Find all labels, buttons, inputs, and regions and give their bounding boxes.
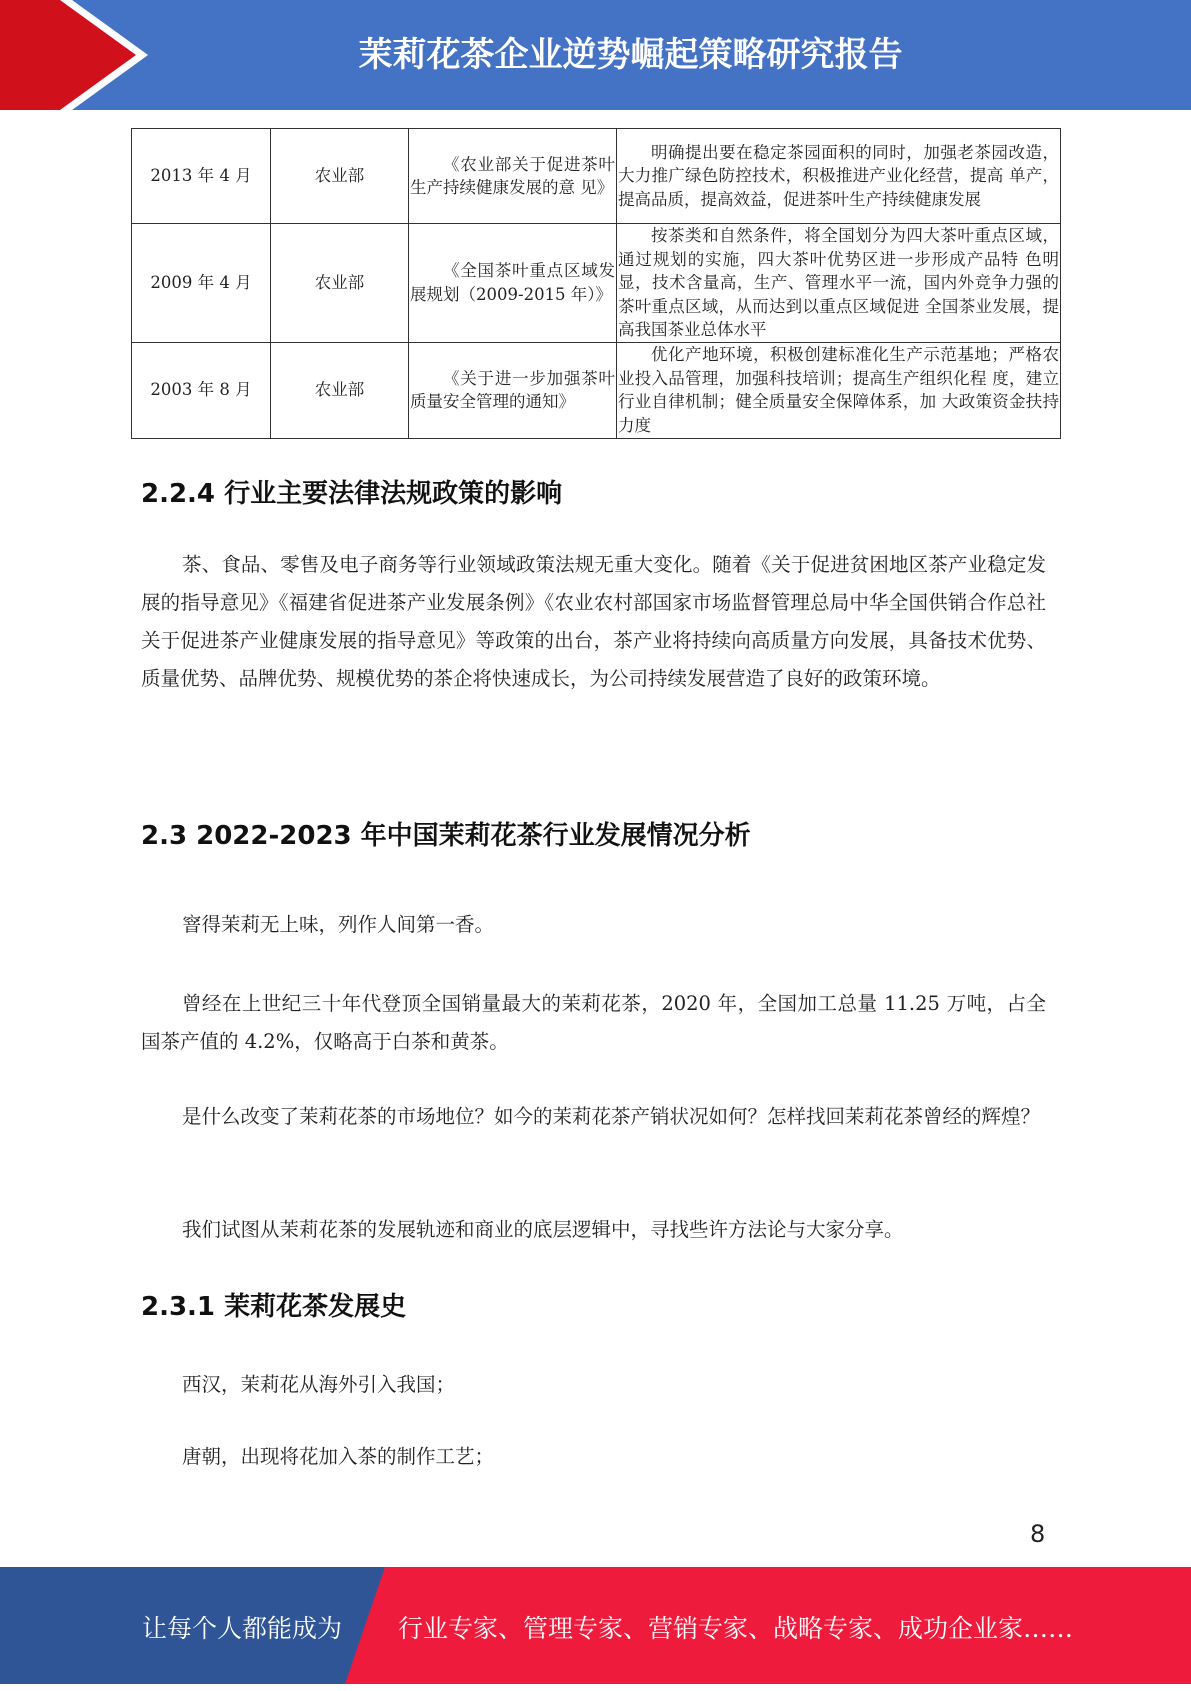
cell-description: 明确提出要在稳定茶园面积的同时，加强老茶园改造， 大力推广绿色防控技术，积极推进产业化经营，提高 单产，提高品质，提高效益，促进茶叶生产持续健康发展 — [617, 129, 1061, 224]
paragraph: 我们试图从茉莉花茶的发展轨迹和商业的底层逻辑中，寻找些许方法论与大家分享。 — [181, 1218, 904, 1241]
section-heading-2-3-1: 2.3.1 茉莉花茶发展史 — [141, 1292, 407, 1322]
cell-date: 2003 年 8 月 — [132, 342, 271, 438]
cell-date: 2009 年 4 月 — [132, 224, 271, 343]
paragraph: 是什么改变了茉莉花茶的市场地位？如今的茉莉花茶产销状况如何？怎样找回茉莉花茶曾经的辉煌？ — [181, 1105, 1040, 1128]
policy-table — [131, 128, 1061, 439]
table-row — [132, 129, 1061, 224]
page-number: 8 — [1030, 1520, 1046, 1548]
section-heading-2-2-4: 2.2.4 行业主要法律法规政策的影响 — [141, 479, 563, 509]
cell-date: 2013 年 4 月 — [132, 129, 271, 224]
paragraph: 曾经在上世纪三十年代登顶全国销量最大的茉莉花茶，2020 年，全国加工总量 11.25 万吨，占全国茶产值的 4.2%，仅略高于白茶和黄茶。 — [141, 992, 1046, 1053]
paragraph: 窨得茉莉无上味，列作人间第一香。 — [181, 913, 494, 936]
cell-department: 农业部 — [271, 224, 409, 343]
table-row — [132, 342, 1061, 438]
cell-document: 《关于进一步加强茶叶 质量安全管理的通知》 — [409, 342, 617, 438]
paragraph: 茶、食品、零售及电子商务等行业领域政策法规无重大变化。随着《关于促进贫困地区茶产业稳定发展的指导意见》《福建省促进茶产业发展条例》《农业农村部国家市场监督管理总局中华全国供销合作总社关于促进茶产业健康发展的指导意见》等政策的出台，茶产业将持续向高质量方向发展，具备技术优势、质量优势、品牌优势、规模优势的茶企将快速成长，为公司持续发展营造了良好的政策环境。 — [141, 553, 1046, 690]
footer-slogan-right: 行业专家、管理专家、营销专家、战略专家、成功企业家…… — [398, 1614, 1074, 1643]
report-title: 茉莉花茶企业逆势崛起策略研究报告 — [358, 35, 903, 75]
cell-description: 优化产地环境，积极创建标准化生产示范基地；严格农业投入品管理，加强科技培训；提高生产组织化程 度，建立行业自律机制；健全质量安全保障体系，加 大政策资金扶持力度 — [617, 342, 1061, 438]
cell-description: 按茶类和自然条件，将全国划分为四大茶叶重点区域， 通过规划的实施，四大茶叶优势区进一步形成产品特 色明显，技术含量高，生产、管理水平一流，国内外竞争力强的茶叶重点区域，从而达到以重点区域促进 全国茶业发展，提高我国茶业总体水平 — [617, 224, 1061, 343]
cell-department: 农业部 — [271, 342, 409, 438]
section-heading-2-3: 2.3 2022-2023 年中国茉莉花茶行业发展情况分析 — [141, 821, 751, 851]
paragraph: 西汉，茉莉花从海外引入我国； — [181, 1373, 455, 1396]
table-row — [132, 224, 1061, 343]
footer-slogan-left: 让每个人都能成为 — [142, 1614, 343, 1643]
page-header — [0, 0, 1191, 110]
cell-department: 农业部 — [271, 129, 409, 224]
paragraph: 唐朝，出现将花加入茶的制作工艺； — [181, 1445, 494, 1468]
header-arrow-decoration — [0, 0, 160, 110]
cell-document: 《农业部关于促进茶叶 生产持续健康发展的意 见》 — [409, 129, 617, 224]
cell-document: 《全国茶叶重点区域发 展规划（2009-2015 年）》 — [409, 224, 617, 343]
page-footer — [0, 1567, 1191, 1684]
